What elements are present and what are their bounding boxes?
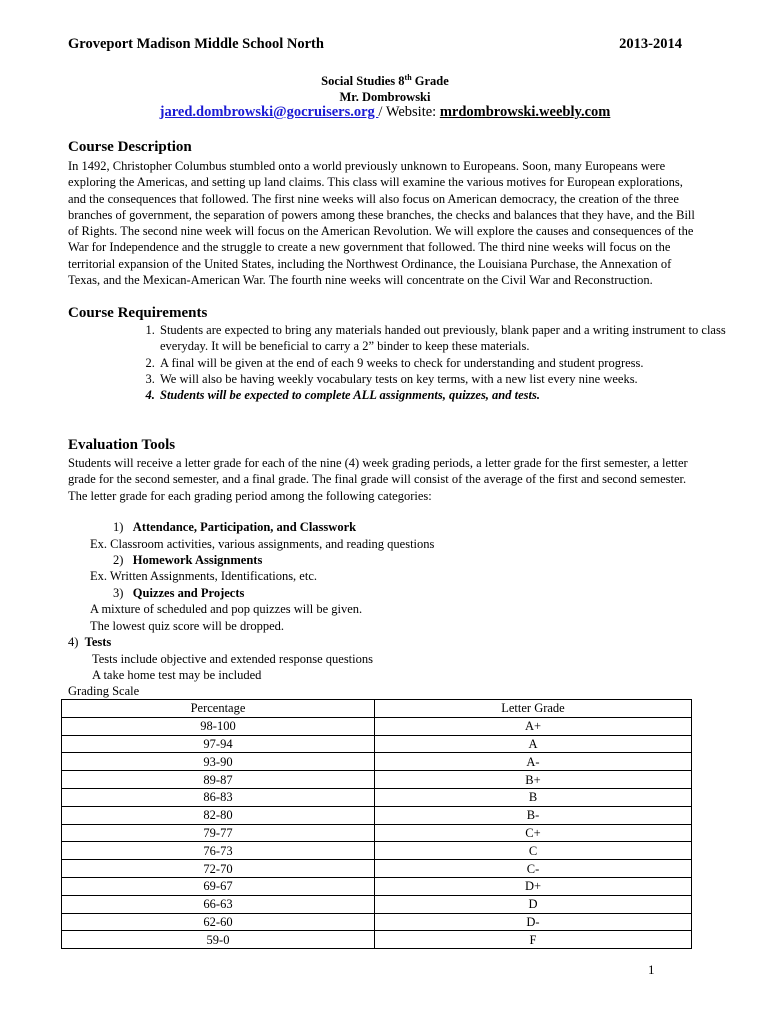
course-description-heading: Course Description — [68, 139, 192, 155]
letter-grade-cell: C+ — [375, 824, 692, 842]
table-row — [62, 717, 692, 735]
letter-grade-cell: B+ — [375, 771, 692, 789]
category-homework: 2) Homework Assignments — [113, 553, 263, 567]
percentage-cell: 89-87 — [62, 771, 375, 789]
percentage-cell: 69-67 — [62, 877, 375, 895]
letter-grade-cell: D+ — [375, 877, 692, 895]
percentage-cell: 93-90 — [62, 753, 375, 771]
category-homework-example: Ex. Written Assignments, Identifications, etc. — [90, 569, 318, 583]
category-attendance-example: Ex. Classroom activities, various assignments, and reading questions — [90, 537, 435, 551]
category-tests: 4) Tests — [68, 635, 112, 649]
evaluation-tools-heading: Evaluation Tools — [68, 437, 176, 453]
course-description-text: In 1492, Christopher Columbus stumbled onto a world previously unknown to Europeans. Soon, many Europeans were exploring the Americas, and setting up land claims. This class will examine the various motives for European explorations, and the consequences that followed. The first nine weeks will also focus on American democracy, the creation of the three branches of government, the separation of powers among these branches, the checks and balances that they have, and the Bill of Rights. The second nine week will focus on the American Revolution. We will explore the causes and consequences of the War for Independence and the struggle to create a new government that followed. The third nine weeks will focus on the territorial expansion of the United States, including the Northwest Ordinance, the Louisiana Purchase, the Annexation of Texas, and the Mexican-American War. The fourth nine weeks will concentrate on the Civil War and Reconstruction. — [68, 159, 695, 288]
requirements-list — [136, 322, 738, 403]
letter-grade-cell: A+ — [375, 717, 692, 735]
percentage-cell: 82-80 — [62, 806, 375, 824]
table-row — [62, 806, 692, 824]
email-link[interactable]: jared.dombrowski@gocruisers.org — [159, 104, 379, 120]
page-number: 1 — [648, 962, 655, 977]
letter-grade-cell: A — [375, 735, 692, 753]
table-row — [62, 877, 692, 895]
website-label: / Website: — [378, 104, 440, 120]
table-row — [62, 913, 692, 931]
course-title: Social Studies 8th Grade — [321, 73, 449, 89]
table-row — [62, 842, 692, 860]
percentage-cell: 72-70 — [62, 860, 375, 878]
table-row — [62, 735, 692, 753]
website-link[interactable]: mrdombrowski.weebly.com — [439, 104, 611, 120]
letter-grade-cell: C- — [375, 860, 692, 878]
percentage-cell: 97-94 — [62, 735, 375, 753]
teacher-name: Mr. Dombrowski — [339, 90, 431, 105]
letter-grade-cell: B- — [375, 806, 692, 824]
evaluation-text: Students will receive a letter grade for each of the nine (4) week grading periods, a letter grade for the first semester, a letter grade for the second semester, and a final grade. The final grade will consist of the average of the first and second semester. The letter grade for each grading period among the following categories: — [68, 456, 688, 503]
percentage-cell: 98-100 — [62, 717, 375, 735]
table-row — [62, 860, 692, 878]
course-requirements-heading: Course Requirements — [68, 305, 208, 321]
letter-grade-header: Letter Grade — [375, 700, 692, 718]
table-row — [62, 895, 692, 913]
table-row — [62, 753, 692, 771]
category-quizzes-line2: The lowest quiz score will be dropped. — [90, 619, 285, 633]
course-title-block — [0, 70, 770, 105]
percentage-header: Percentage — [62, 700, 375, 718]
letter-grade-cell: F — [375, 931, 692, 949]
letter-grade-cell: A- — [375, 753, 692, 771]
table-row — [62, 824, 692, 842]
table-header-row — [62, 700, 692, 718]
percentage-cell: 59-0 — [62, 931, 375, 949]
percentage-cell: 62-60 — [62, 913, 375, 931]
letter-grade-cell: C — [375, 842, 692, 860]
list-item: 1. Students are expected to bring any materials handed out previously, blank paper and a writing instrument to class everyday. It will be beneficial to carry a 2” binder to keep these materials. — [158, 322, 738, 355]
table-row — [62, 931, 692, 949]
grading-scale-label: Grading Scale — [68, 684, 140, 698]
letter-grade-cell: D- — [375, 913, 692, 931]
contact-line — [0, 104, 770, 121]
category-attendance: 1) Attendance, Participation, and Classwork — [113, 520, 357, 534]
category-tests-line1: Tests include objective and extended response questions — [92, 652, 373, 666]
category-quizzes-line1: A mixture of scheduled and pop quizzes will be given. — [90, 602, 363, 616]
percentage-cell: 86-83 — [62, 788, 375, 806]
list-item: 4. Students will be expected to complete ALL assignments, quizzes, and tests. — [158, 387, 738, 403]
grading-scale-table — [61, 699, 692, 949]
category-quizzes: 3) Quizzes and Projects — [113, 586, 245, 600]
list-item: 3. We will also be having weekly vocabulary tests on key terms, with a new list every nine weeks. — [158, 371, 738, 387]
school-year: 2013-2014 — [619, 36, 682, 52]
percentage-cell: 76-73 — [62, 842, 375, 860]
table-row — [62, 788, 692, 806]
list-item: 2. A final will be given at the end of each 9 weeks to check for understanding and student progress. — [158, 355, 738, 371]
percentage-cell: 79-77 — [62, 824, 375, 842]
letter-grade-cell: B — [375, 788, 692, 806]
letter-grade-cell: D — [375, 895, 692, 913]
school-name: Groveport Madison Middle School North — [68, 36, 324, 52]
table-row — [62, 771, 692, 789]
percentage-cell: 66-63 — [62, 895, 375, 913]
category-tests-line2: A take home test may be included — [92, 668, 262, 682]
